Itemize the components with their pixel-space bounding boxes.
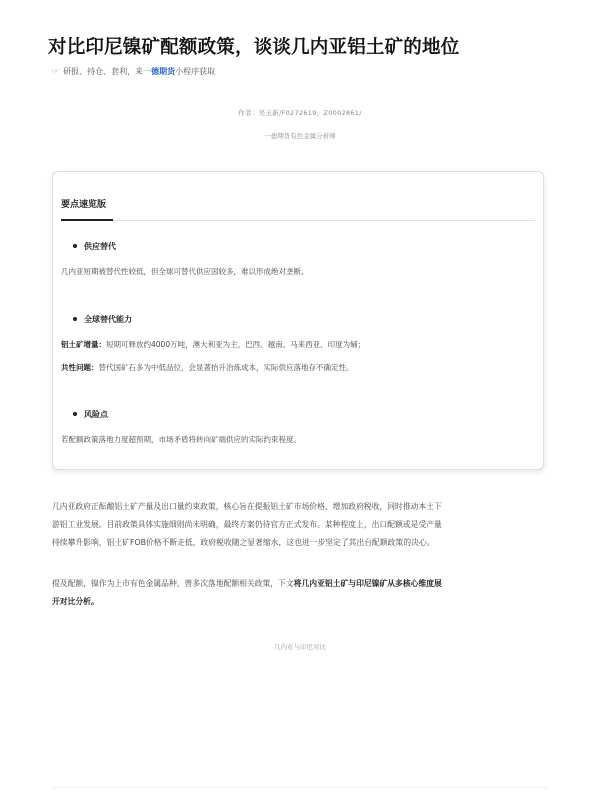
summary-tab-underline: [61, 219, 113, 221]
section-heading-supply: [73, 241, 116, 252]
section-heading-text: 供应替代: [84, 242, 116, 251]
section-text-risk: 若配额政策落地力度超预期，市场矛盾将转向矿端供应的实际约束程度。: [61, 435, 301, 444]
line-label: 铝土矿增量：: [61, 340, 106, 349]
summary-divider: [61, 220, 535, 221]
paragraph-emphasis: 开对比分析。: [52, 597, 99, 606]
author-role: 一德期货有色金属分析师: [264, 132, 336, 140]
section-text-supply: 几内亚短期被替代性较低，但全球可替代供应国较多，难以形成绝对垄断。: [61, 267, 309, 276]
pointing-hand-icon: ☞: [52, 67, 60, 76]
promo-line[interactable]: [52, 66, 215, 77]
section-line-increment: [61, 339, 365, 350]
figure-caption: 几内亚与印尼对比: [274, 643, 326, 651]
body-paragraph-1: [52, 498, 548, 552]
article-title: 对比印尼镍矿配额政策，谈谈几内亚铝土矿的地位: [48, 37, 460, 58]
page-bottom-divider: [52, 787, 548, 788]
section-heading-text: 风险点: [84, 410, 108, 419]
summary-card: [52, 171, 544, 470]
summary-tab[interactable]: 要点速览版: [61, 200, 107, 210]
line-text: 短期可释放约4000万吨，澳大利亚为主，巴西、越南、马来西亚、印度为辅；: [106, 340, 366, 349]
author-line: 作者：吴玉新/F0272619、Z0002861/: [238, 109, 362, 117]
paragraph-line: 持续攀升影响，铝土矿FOB价格不断走低，政府税收随之显著缩水，这也进一步坚定了其出台配额政策的决心。: [52, 538, 435, 547]
promo-brand-link[interactable]: 德期货: [151, 67, 176, 76]
promo-prefix: 研报、持仓、套利，来一: [63, 67, 152, 76]
bullet-dot-icon: [73, 244, 77, 248]
section-heading-global: [73, 314, 132, 325]
paragraph-line: [52, 593, 548, 611]
line-text: 替代国矿石多为中低品位，会显著抬升冶炼成本，实际供应落地存不确定性。: [98, 363, 354, 372]
body-paragraph-2: [52, 575, 548, 611]
paragraph-line: 几内亚政府正酝酿铝土矿产量及出口量约束政策，核心旨在提振铝土矿市场价格、增加政府税收，同时推动本土下: [52, 502, 442, 511]
section-heading-text: 全球替代能力: [84, 315, 132, 324]
section-line-common-issue: [61, 362, 354, 373]
paragraph-emphasis: 将几内亚铝土矿与印尼镍矿从多核心维度展: [293, 579, 442, 588]
paragraph-line: [52, 575, 548, 593]
bullet-dot-icon: [73, 317, 77, 321]
paragraph-line: 游铝工业发展。目前政策具体实施细则尚未明确，最终方案仍待官方正式发布。某种程度上，出口配额或是受产量: [52, 520, 442, 529]
bullet-dot-icon: [73, 412, 77, 416]
section-heading-risk: [73, 409, 108, 420]
line-label: 共性问题：: [61, 363, 99, 372]
promo-suffix: 小程序获取: [175, 67, 216, 76]
paragraph-text: 提及配额，镍作为上市有色金属品种，曾多次落地配额相关政策，下文: [52, 579, 294, 588]
